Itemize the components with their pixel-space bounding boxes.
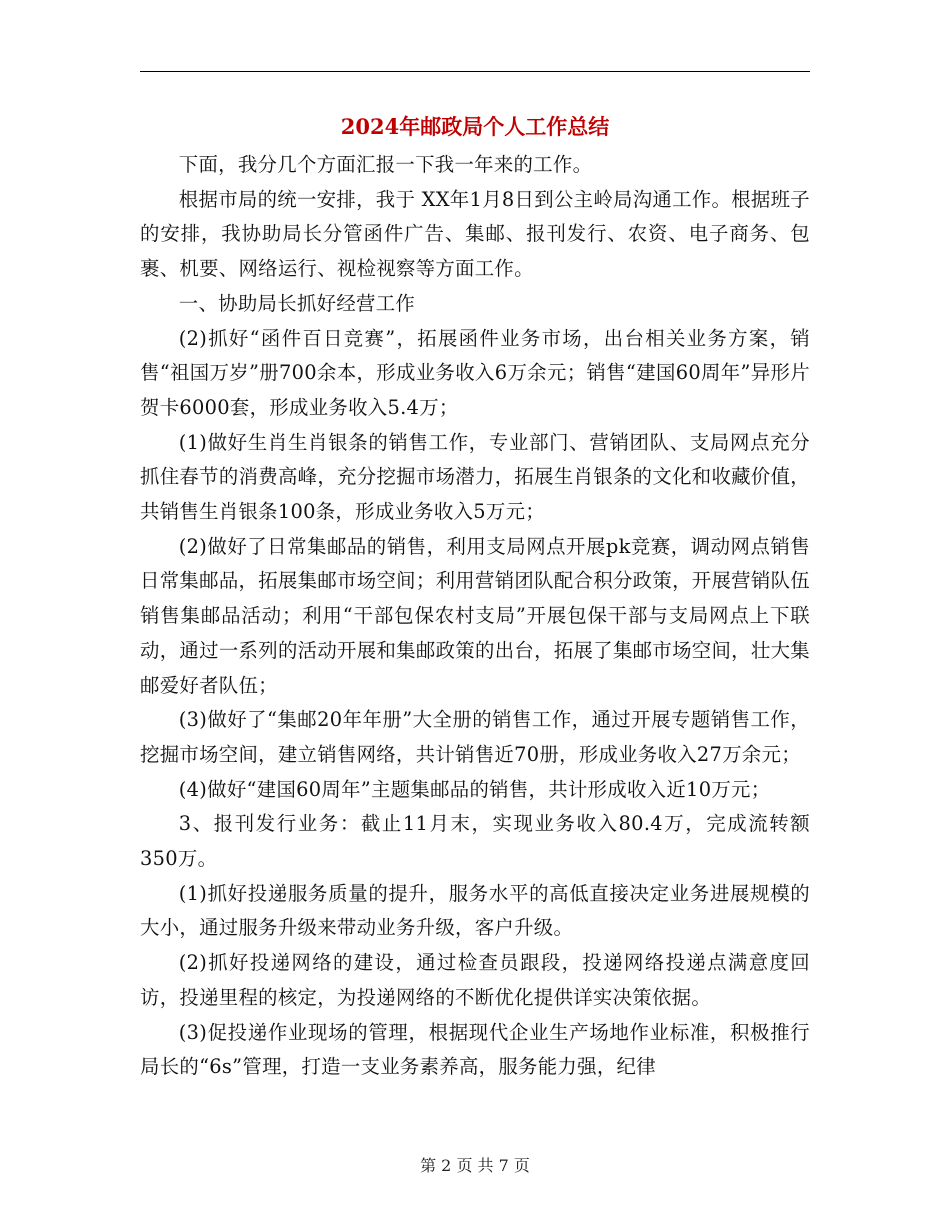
header-rule [140, 71, 810, 72]
page-number: 第 2 页 共 7 页 [420, 1156, 530, 1175]
section-heading: 一、协助局长抓好经营工作 [178, 291, 416, 315]
paragraph: (3)促投递作业现场的管理，根据现代企业生产场地作业标准，积极推行局长的“6s”管理，打造一支业务素养高，服务能力强，纪律 [140, 1020, 810, 1079]
paragraph: (2)做好了日常集邮品的销售，利用支局网点开展pk竞赛，调动网点销售日常集邮品，拓展集邮市场空间；利用营销团队配合积分政策，开展营销队伍销售集邮品活动；利用“干部包保农村支局”开展包保干部与支局网点上下联动，通过一系列的活动开展和集邮政策的出台，拓展了集邮市场空间，壮大集邮爱好者队伍； [140, 534, 810, 697]
paragraph: (2)抓好投递网络的建设，通过检查员跟段，投递网络投递点满意度回访，投递里程的核定，为投递网络的不断优化提供详实决策依据。 [140, 951, 810, 1009]
paragraph: (2)抓好“函件百日竞赛”，拓展函件业务市场，出台相关业务方案，销售“祖国万岁”册700余本，形成业务收入6万余元；销售“建国60周年”异形片贺卡6000套，形成业务收入5.4万； [140, 326, 810, 419]
paragraph: (1)抓好投递服务质量的提升，服务水平的高低直接决定业务进展规模的大小，通过服务升级来带动业务升级，客户升级。 [140, 881, 810, 940]
paragraph: 3、报刊发行业务：截止11月末，实现业务收入80.4万，完成流转额350万。 [140, 812, 810, 871]
paragraph: 下面，我分几个方面汇报一下我一年来的工作。 [178, 153, 593, 176]
paragraph: 根据市局的统一安排，我于 XX年1月8日到公主岭局沟通工作。根据班子的安排，我协助局长分管函件广告、集邮、报刊发行、农资、电子商务、包裹、机要、网络运行、视检视察等方面工作。 [140, 187, 810, 281]
paragraph: (1)做好生肖生肖银条的销售工作，专业部门、营销团队、支局网点充分抓住春节的消费高峰，充分挖掘市场潜力，拓展生肖银条的文化和收藏价值，共销售生肖银条100条，形成业务收入5万元； [140, 430, 810, 524]
document-title: 2024年邮政局个人工作总结 [340, 114, 610, 139]
paragraph: (3)做好了“集邮20年年册”大全册的销售工作，通过开展专题销售工作，挖掘市场空间，建立销售网络，共计销售近70册，形成业务收入27万余元； [140, 708, 810, 766]
paragraph: (4)做好“建国60周年”主题集邮品的销售，共计形成收入近10万元； [178, 777, 771, 801]
document-body [140, 148, 810, 1085]
